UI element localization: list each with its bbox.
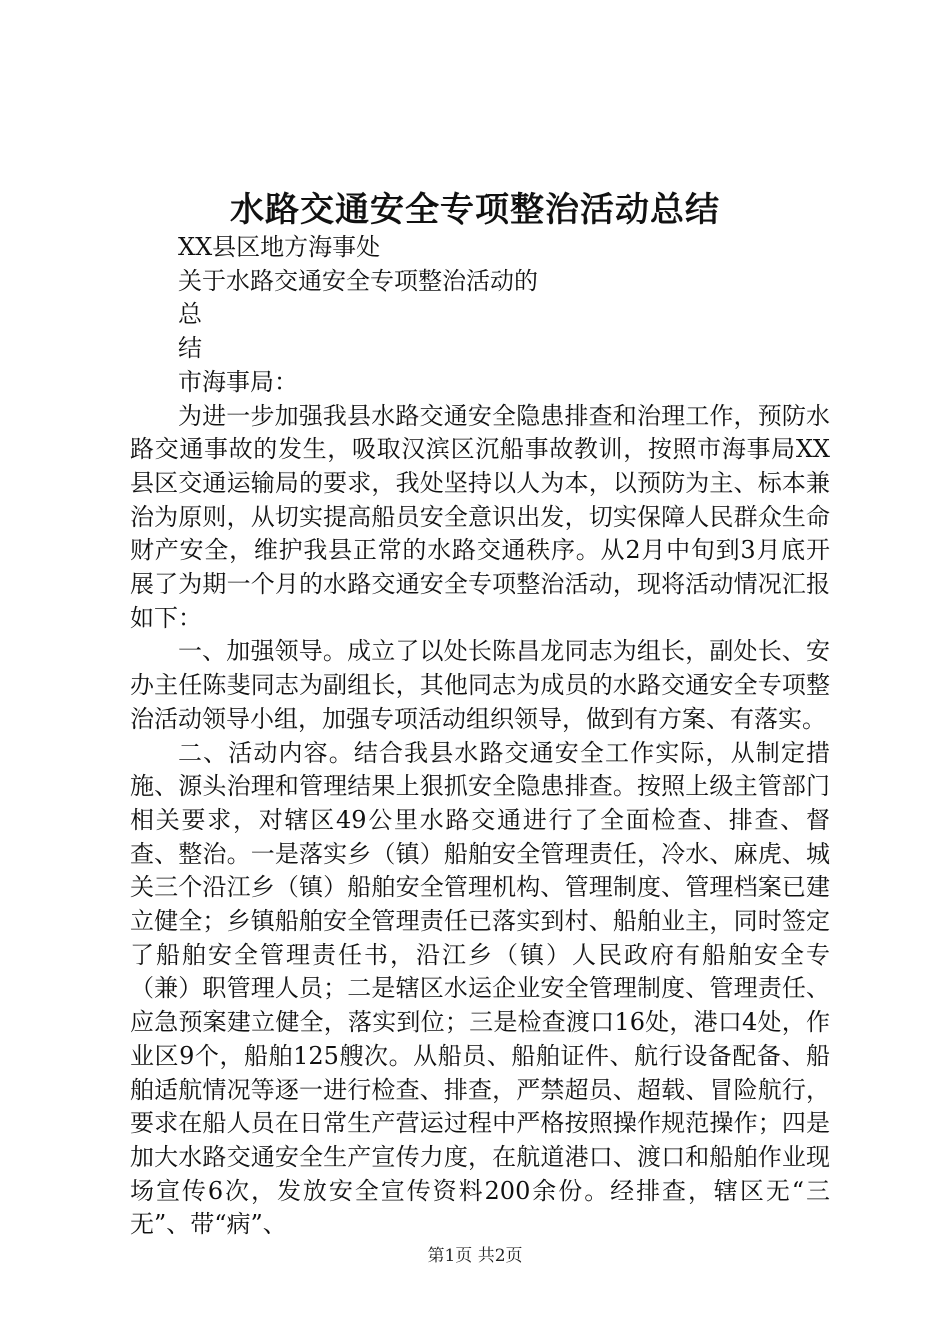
addressee-line: 市海事局： (178, 367, 298, 396)
document-title: 水路交通安全专项整治活动总结 (230, 190, 720, 230)
document-body (130, 231, 830, 1242)
paragraph-activities: 二、活动内容。结合我县水路交通安全工作实际，从制定措施、源头治理和管理结果上狠抓安全隐患排查。按照上级主管部门相关要求，对辖区49公里水路交通进行了全面检查、排查、督查、整治。一是落实乡（镇）船舶安全管理责任，冷水、麻虎、城关三个沿江乡（镇）船舶安全管理机构、管理制度、管理档案已建立健全；乡镇船舶安全管理责任已落实到村、船舶业主，同时签定了船舶安全管理责任书，沿江乡（镇）人民政府有船舶安全专（兼）职管理人员；二是辖区水运企业安全管理制度、管理责任、应急预案建立健全，落实到位；三是检查渡口16处，港口4处，作业区9个，船舶125艘次。从船员、船舶证件、航行设备配备、船舶适航情况等逐一进行检查、排查，严禁超员、超载、冒险航行，要求在船人员在日常生产营运过程中严格按照操作规范操作；四是加大水路交通安全生产宣传力度，在航道港口、渡口和船舶作业现场宣传6次，发放安全宣传资料200余份。经排查，辖区无“三无”、带“病”、 (130, 738, 830, 1239)
page-footer: 第1页 共2页 (427, 1246, 523, 1266)
paragraph-intro: 为进一步加强我县水路交通安全隐患排查和治理工作，预防水路交通事故的发生，吸取汉滨区沉船事故教训，按照市海事局XX县区交通运输局的要求，我处坚持以人为本，以预防为主、标本兼治为原则，从切实提高船员安全意识出发，切实保障人民群众生命财产安全，维护我县正常的水路交通秩序。从2月中旬到3月底开展了为期一个月的水路交通安全专项整治活动，现将活动情况汇报如下： (130, 401, 830, 632)
subject-line-3: 结 (178, 334, 202, 363)
paragraph-leadership: 一、加强领导。成立了以处长陈昌龙同志为组长，副处长、安办主任陈斐同志为副组长，其他同志为成员的水路交通安全专项整治活动领导小组，加强专项活动组织领导，做到有方案、有落实。 (130, 637, 830, 733)
issuer-line: XX县区地方海事处 (178, 233, 381, 261)
subject-line-2: 总 (178, 300, 202, 329)
subject-line: 关于水路交通安全专项整治活动的 (178, 266, 538, 295)
